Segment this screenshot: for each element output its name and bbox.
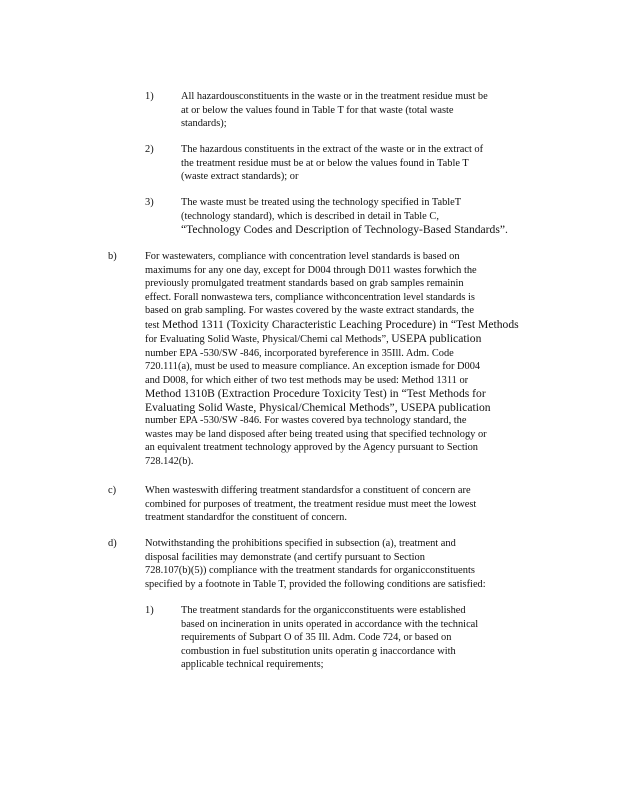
text-line [145, 318, 540, 333]
text-line: The hazardous constituents in the extract of the waste or in the extract of [181, 144, 484, 155]
text-run: for Evaluating Solid Waste, Physical/Chemi cal Methods”, [145, 334, 392, 345]
text-line-large: Method 1310B (Extraction Procedure Toxicity Test) in “Test Methods for [145, 387, 486, 400]
text-run: test [145, 319, 163, 331]
text-line: applicable technical requirements; [181, 659, 324, 670]
text-line: 720.111(a), must be used to measure compliance. An exception ismade for D004 [145, 361, 481, 372]
item-c-text [145, 484, 540, 525]
text-line-large: “Technology Codes and Description of Technology-Based Standards”. [181, 223, 508, 236]
text-line: 728.142(b). [145, 455, 194, 467]
text-run-large: USEPA publication [391, 332, 482, 345]
text-line: requirements of Subpart O of 35 Ill. Adm. Code 724, or based on [181, 632, 452, 643]
text-line: combustion in fuel substitution units operatin g inaccordance with [181, 645, 456, 657]
text-line: For wastewaters, compliance with concentration level standards is based on [145, 251, 460, 262]
text-line: wastes may be land disposed after being treated using that specified technology or [145, 428, 487, 440]
text-line: standards); [181, 118, 227, 129]
text-line: based on incineration in units operated in accordance with the technical [181, 618, 479, 630]
text-line: The waste must be treated using the technology specified in TableT [181, 197, 462, 208]
text-line: and D008, for which either of two test methods may be used: Method 1311 or [145, 374, 469, 386]
text-line: When wasteswith differing treatment standardsfor a constituent of concern are [145, 485, 471, 496]
text-line: specified by a footnote in Table T, provided the following conditions are satisfied: [145, 578, 486, 590]
text-line: effect. Forall nonwastewa ters, compliance withconcentration level standards is [145, 291, 475, 303]
subitem-d1-text [181, 604, 537, 672]
text-line: combined for purposes of treatment, the treatment residue must meet the lowest [145, 498, 477, 510]
text-line: (waste extract standards); or [181, 171, 299, 182]
text-line: Notwithstanding the prohibitions specified in subsection (a), treatment and [145, 538, 456, 549]
item-b-text [145, 250, 540, 468]
text-run-large: Method 1311 (Toxicity Characteristic Leaching Procedure) in “Test Methods [162, 317, 519, 331]
subitem-2-text [181, 143, 537, 184]
text-line: number EPA -530/SW -846, incorporated byreference in 35Ill. Adm. Code [145, 347, 454, 359]
text-line: All hazardousconstituents in the waste or in the treatment residue must be [181, 91, 488, 102]
subitem-label-3: 3) [145, 197, 154, 208]
subitem-label-2: 2) [145, 144, 154, 155]
subitem-1-text [181, 90, 537, 131]
item-label-b: b) [108, 251, 117, 262]
text-line: disposal facilities may demonstrate (and certify pursuant to Section [145, 551, 425, 563]
text-line: (technology standard), which is described in detail in Table C, [181, 210, 439, 222]
text-line: the treatment residue must be at or below the values found in Table T [181, 157, 469, 169]
text-line: previously promulgated treatment standards based on grab samples remainin [145, 278, 464, 289]
text-line: based on grab sampling. For wastes covered by the waste extract standards, the [145, 305, 474, 316]
text-line: number EPA -530/SW -846. For wastes covered bya technology standard, the [145, 415, 467, 426]
subitem-label-1: 1) [145, 91, 154, 102]
item-d-text [145, 537, 540, 591]
subitem-label-d1: 1) [145, 605, 154, 616]
text-line: The treatment standards for the organicconstituents were established [181, 605, 466, 616]
text-line: 728.107(b)(5)) compliance with the treatment standards for organicconstituents [145, 565, 475, 576]
text-line: an equivalent treatment technology approved by the Agency pursuant to Section [145, 442, 478, 453]
subitem-3-text [181, 196, 537, 237]
text-line: maximums for any one day, except for D004 through D011 wastes forwhich the [145, 264, 477, 276]
text-line: treatment standardfor the constituent of concern. [145, 512, 347, 523]
item-label-d: d) [108, 538, 117, 549]
text-line-large: Evaluating Solid Waste, Physical/Chemical Methods”, USEPA publication [145, 400, 491, 414]
text-line: at or below the values found in Table T for that waste (total waste [181, 104, 454, 116]
text-line [145, 332, 540, 347]
item-label-c: c) [108, 485, 117, 496]
